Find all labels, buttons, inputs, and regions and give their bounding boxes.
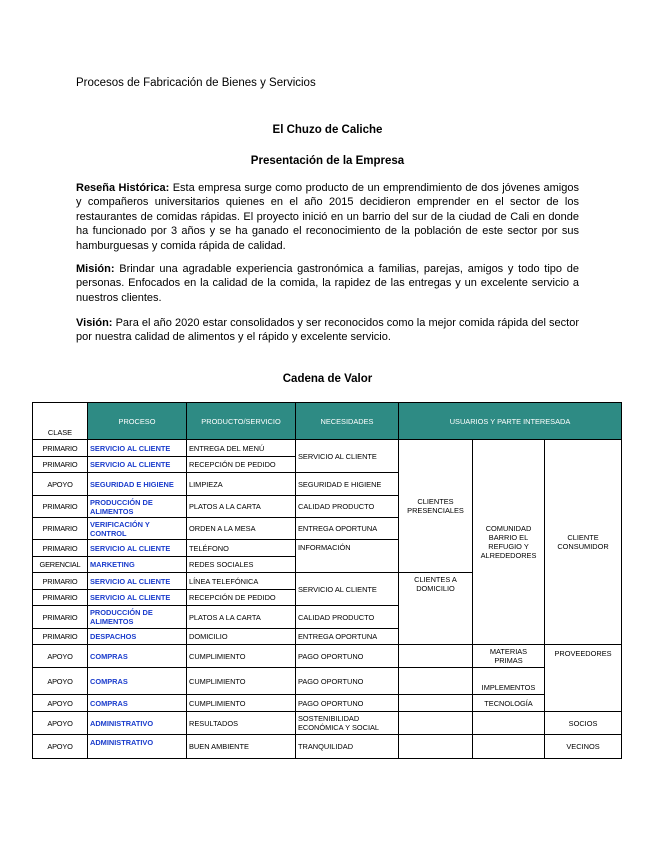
cell-clase: APOYO: [33, 735, 88, 759]
cell-proceso: MARKETING: [88, 557, 187, 573]
cell-necesidad: PAGO OPORTUNO: [296, 668, 399, 695]
header-proceso: PROCESO: [88, 403, 187, 440]
cell-producto: RECEPCIÓN DE PEDIDO: [187, 590, 296, 606]
value-chain-title: Cadena de Valor: [282, 373, 373, 385]
header-necesidades: NECESIDADES: [296, 403, 399, 440]
cell-proceso: COMPRAS: [88, 695, 187, 712]
cell-clase: PRIMARIO: [33, 590, 88, 606]
cell-empty: [399, 735, 473, 759]
header-clase: CLASE: [33, 403, 88, 440]
cell-clase: APOYO: [33, 645, 88, 668]
company-name: El Chuzo de Caliche: [272, 124, 383, 136]
cell-producto: TELÉFONO: [187, 540, 296, 557]
cell-proceso: SERVICIO AL CLIENTE: [88, 457, 187, 473]
cell-usuario: MATERIAS PRIMAS: [473, 645, 545, 668]
presentation-title: Presentación de la Empresa: [250, 155, 405, 167]
cell-proceso: SERVICIO AL CLIENTE: [88, 440, 187, 457]
cell-proceso: VERIFICACIÓN Y CONTROL: [88, 518, 187, 540]
mission-paragraph: [76, 262, 579, 305]
cell-cliente-consumidor: CLIENTE CONSUMIDOR: [545, 440, 622, 645]
history-label: Reseña Histórica:: [76, 182, 170, 194]
mission-text: Brindar una agradable experiencia gastronómica a familias, parejas, amigos y todo tipo de personas. Enfocados en la calidad de la comida, la rapidez de las entregas y un excelente servicio a nuestros clientes.: [76, 263, 579, 304]
cell-clase: PRIMARIO: [33, 457, 88, 473]
cell-empty: [399, 695, 473, 712]
cell-proceso: SERVICIO AL CLIENTE: [88, 590, 187, 606]
table-row: [33, 695, 622, 712]
cell-producto: RESULTADOS: [187, 712, 296, 735]
cell-proceso: ADMINISTRATIVO: [88, 712, 187, 735]
cell-producto: ENTREGA DEL MENÚ: [187, 440, 296, 457]
cell-producto: CUMPLIMIENTO: [187, 645, 296, 668]
table-row: [33, 735, 622, 759]
cell-producto: LIMPIEZA: [187, 473, 296, 496]
cell-empty: [473, 735, 545, 759]
cell-necesidad-merged: SERVICIO AL CLIENTE: [296, 573, 399, 606]
cell-usuario: IMPLEMENTOS: [473, 668, 545, 695]
header-usuarios: USUARIOS Y PARTE INTERESADA: [399, 403, 622, 440]
cell-proceso: SERVICIO AL CLIENTE: [88, 540, 187, 557]
cell-necesidad: PAGO OPORTUNO: [296, 645, 399, 668]
cell-usuario: VECINOS: [545, 735, 622, 759]
cell-producto: BUEN AMBIENTE: [187, 735, 296, 759]
cell-clase: GERENCIAL: [33, 557, 88, 573]
cell-clase: PRIMARIO: [33, 440, 88, 457]
cell-comunidad: COMUNIDAD BARRIO EL REFUGIO Y ALREDEDORES: [473, 440, 545, 645]
cell-clientes-presenciales: CLIENTES PRESENCIALES: [399, 440, 473, 573]
cell-empty: [399, 712, 473, 735]
cell-producto: REDES SOCIALES: [187, 557, 296, 573]
cell-necesidad: ENTREGA OPORTUNA: [296, 629, 399, 645]
table-row: [33, 440, 622, 457]
table-row: [33, 712, 622, 735]
value-chain-table: [32, 402, 622, 759]
cell-producto: CUMPLIMIENTO: [187, 695, 296, 712]
history-text: Esta empresa surge como producto de un emprendimiento de dos jóvenes amigos y compañeros universitarios quienes en el año 2015 decidieron emprender en el sector de los restaurantes de comidas rápidas. El proyecto inició en un barrio del sur de la ciudad de Cali en donde ha funcionado por 3 años y se ha ganado el reconocimiento de la población de este sector por sus hamburguesas y comida rápida de calidad.: [76, 182, 579, 252]
cell-clase: APOYO: [33, 473, 88, 496]
cell-producto: PLATOS A LA CARTA: [187, 496, 296, 518]
cell-clase: PRIMARIO: [33, 606, 88, 629]
cell-necesidad: ENTREGA OPORTUNA: [296, 518, 399, 540]
cell-proceso: SERVICIO AL CLIENTE: [88, 573, 187, 590]
cell-proceso: DESPACHOS: [88, 629, 187, 645]
document-header: Procesos de Fabricación de Bienes y Servicios: [76, 77, 316, 89]
cell-proceso: PRODUCCIÓN DE ALIMENTOS: [88, 606, 187, 629]
cell-usuario: SOCIOS: [545, 712, 622, 735]
cell-proceso: COMPRAS: [88, 668, 187, 695]
cell-clase: APOYO: [33, 695, 88, 712]
header-producto: PRODUCTO/SERVICIO: [187, 403, 296, 440]
cell-necesidad-merged: SERVICIO AL CLIENTE: [296, 440, 399, 473]
vision-paragraph: [76, 316, 579, 345]
cell-empty: [399, 668, 473, 695]
cell-producto: PLATOS A LA CARTA: [187, 606, 296, 629]
cell-necesidad: SOSTENIBILIDAD ECONÓMICA Y SOCIAL: [296, 712, 399, 735]
history-paragraph: [76, 181, 579, 253]
cell-clientes-domicilio: CLIENTES A DOMICILIO: [399, 573, 473, 645]
cell-proceso: SEGURIDAD E HIGIENE: [88, 473, 187, 496]
cell-necesidad: PAGO OPORTUNO: [296, 695, 399, 712]
cell-producto: LÍNEA TELEFÓNICA: [187, 573, 296, 590]
table-row: [33, 645, 622, 668]
table-row: [33, 668, 622, 695]
cell-clase: PRIMARIO: [33, 518, 88, 540]
table-header-row: [33, 403, 622, 440]
mission-label: Misión:: [76, 263, 115, 275]
cell-clase: PRIMARIO: [33, 540, 88, 557]
cell-informacion: INFORMACIÓN: [296, 540, 399, 573]
cell-usuario: TECNOLOGÍA: [473, 695, 545, 712]
vision-text: Para el año 2020 estar consolidados y ser reconocidos como la mejor comida rápida del sector por nuestra calidad de alimentos y el rápido y excelente servicio.: [76, 317, 579, 344]
cell-proveedores: PROVEEDORES: [545, 645, 622, 712]
cell-producto: RECEPCIÓN DE PEDIDO: [187, 457, 296, 473]
cell-clase: PRIMARIO: [33, 496, 88, 518]
cell-necesidad: TRANQUILIDAD: [296, 735, 399, 759]
cell-empty: [399, 645, 473, 668]
cell-producto: ORDEN A LA MESA: [187, 518, 296, 540]
cell-clase: PRIMARIO: [33, 573, 88, 590]
cell-proceso: ADMINISTRATIVO: [88, 735, 187, 759]
cell-producto: DOMICILIO: [187, 629, 296, 645]
vision-label: Visión:: [76, 317, 113, 329]
cell-proceso: PRODUCCIÓN DE ALIMENTOS: [88, 496, 187, 518]
cell-producto: CUMPLIMIENTO: [187, 668, 296, 695]
cell-clase: APOYO: [33, 668, 88, 695]
cell-clase: PRIMARIO: [33, 629, 88, 645]
cell-necesidad: CALIDAD PRODUCTO: [296, 606, 399, 629]
cell-necesidad: CALIDAD PRODUCTO: [296, 496, 399, 518]
cell-proceso: COMPRAS: [88, 645, 187, 668]
cell-necesidad: SEGURIDAD E HIGIENE: [296, 473, 399, 496]
cell-empty: [473, 712, 545, 735]
cell-clase: APOYO: [33, 712, 88, 735]
